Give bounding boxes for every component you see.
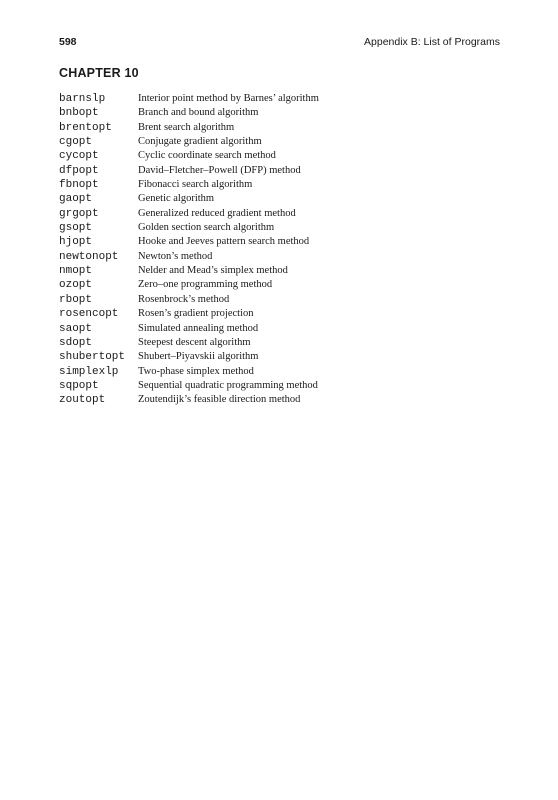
program-name: nmopt bbox=[59, 265, 93, 278]
running-head bbox=[59, 36, 500, 52]
program-description: Rosen’s gradient projection bbox=[138, 308, 254, 320]
program-row bbox=[59, 350, 359, 364]
program-row bbox=[59, 250, 359, 264]
program-row bbox=[59, 336, 359, 350]
program-row bbox=[59, 178, 359, 192]
program-name: sdopt bbox=[59, 336, 93, 349]
program-row bbox=[59, 121, 359, 135]
program-description: Nelder and Mead’s simplex method bbox=[138, 265, 288, 277]
program-description: Simulated annealing method bbox=[138, 322, 259, 334]
program-row bbox=[59, 393, 359, 407]
program-description: Cyclic coordinate search method bbox=[138, 150, 276, 162]
program-row bbox=[59, 221, 359, 235]
program-name: cycopt bbox=[59, 150, 99, 163]
program-row bbox=[59, 149, 359, 163]
program-description: Steepest descent algorithm bbox=[138, 336, 251, 348]
program-name: grgopt bbox=[59, 207, 99, 220]
program-description: Zoutendijk’s feasible direction method bbox=[138, 394, 301, 406]
program-name: simplexlp bbox=[59, 365, 119, 378]
program-description: Newton’s method bbox=[138, 250, 213, 262]
program-row bbox=[59, 235, 359, 249]
page-number: 598 bbox=[59, 36, 77, 48]
chapter-heading: CHAPTER 10 bbox=[59, 66, 139, 80]
program-row bbox=[59, 278, 359, 292]
program-description: Interior point method by Barnes’ algorithm bbox=[138, 93, 319, 104]
program-name: barnslp bbox=[59, 93, 106, 105]
program-name: ozopt bbox=[59, 279, 93, 292]
program-description: Fibonacci search algorithm bbox=[138, 179, 253, 191]
program-description: Two-phase simplex method bbox=[138, 365, 254, 377]
program-name: newtonopt bbox=[59, 250, 119, 263]
program-name: shubertopt bbox=[59, 351, 126, 364]
program-list bbox=[59, 92, 359, 408]
program-name: gsopt bbox=[59, 222, 93, 235]
program-row bbox=[59, 164, 359, 178]
program-row bbox=[59, 192, 359, 206]
program-row bbox=[59, 379, 359, 393]
program-description: Generalized reduced gradient method bbox=[138, 207, 296, 219]
program-name: saopt bbox=[59, 322, 93, 335]
program-name: brentopt bbox=[59, 121, 112, 134]
program-row bbox=[59, 264, 359, 278]
program-description: Genetic algorithm bbox=[138, 193, 215, 205]
program-row bbox=[59, 135, 359, 149]
program-description: Hooke and Jeeves pattern search method bbox=[138, 236, 310, 248]
program-description: Sequential quadratic programming method bbox=[138, 379, 318, 391]
program-name: rosencopt bbox=[59, 308, 119, 321]
program-row bbox=[59, 293, 359, 307]
program-name: gaopt bbox=[59, 193, 93, 206]
program-name: dfpopt bbox=[59, 164, 99, 177]
program-name: fbnopt bbox=[59, 179, 99, 192]
program-description: Shubert–Piyavskii algorithm bbox=[138, 351, 259, 363]
program-row bbox=[59, 322, 359, 336]
program-name: sqpopt bbox=[59, 379, 99, 392]
program-description: David–Fletcher–Powell (DFP) method bbox=[138, 164, 301, 176]
program-row bbox=[59, 307, 359, 321]
program-description: Conjugate gradient algorithm bbox=[138, 136, 262, 148]
program-name: rbopt bbox=[59, 293, 93, 306]
program-description: Brent search algorithm bbox=[138, 121, 235, 133]
program-description: Rosenbrock’s method bbox=[138, 293, 230, 305]
program-row bbox=[59, 365, 359, 379]
program-description: Zero–one programming method bbox=[138, 279, 273, 291]
program-name: hjopt bbox=[59, 236, 93, 249]
program-name: bnbopt bbox=[59, 107, 99, 120]
running-title: Appendix B: List of Programs bbox=[364, 36, 500, 48]
program-name: cgopt bbox=[59, 136, 93, 149]
program-description: Golden section search algorithm bbox=[138, 222, 275, 234]
program-row bbox=[59, 207, 359, 221]
program-row bbox=[59, 92, 359, 106]
program-description: Branch and bound algorithm bbox=[138, 107, 259, 119]
program-name: zoutopt bbox=[59, 394, 106, 407]
program-row bbox=[59, 106, 359, 120]
